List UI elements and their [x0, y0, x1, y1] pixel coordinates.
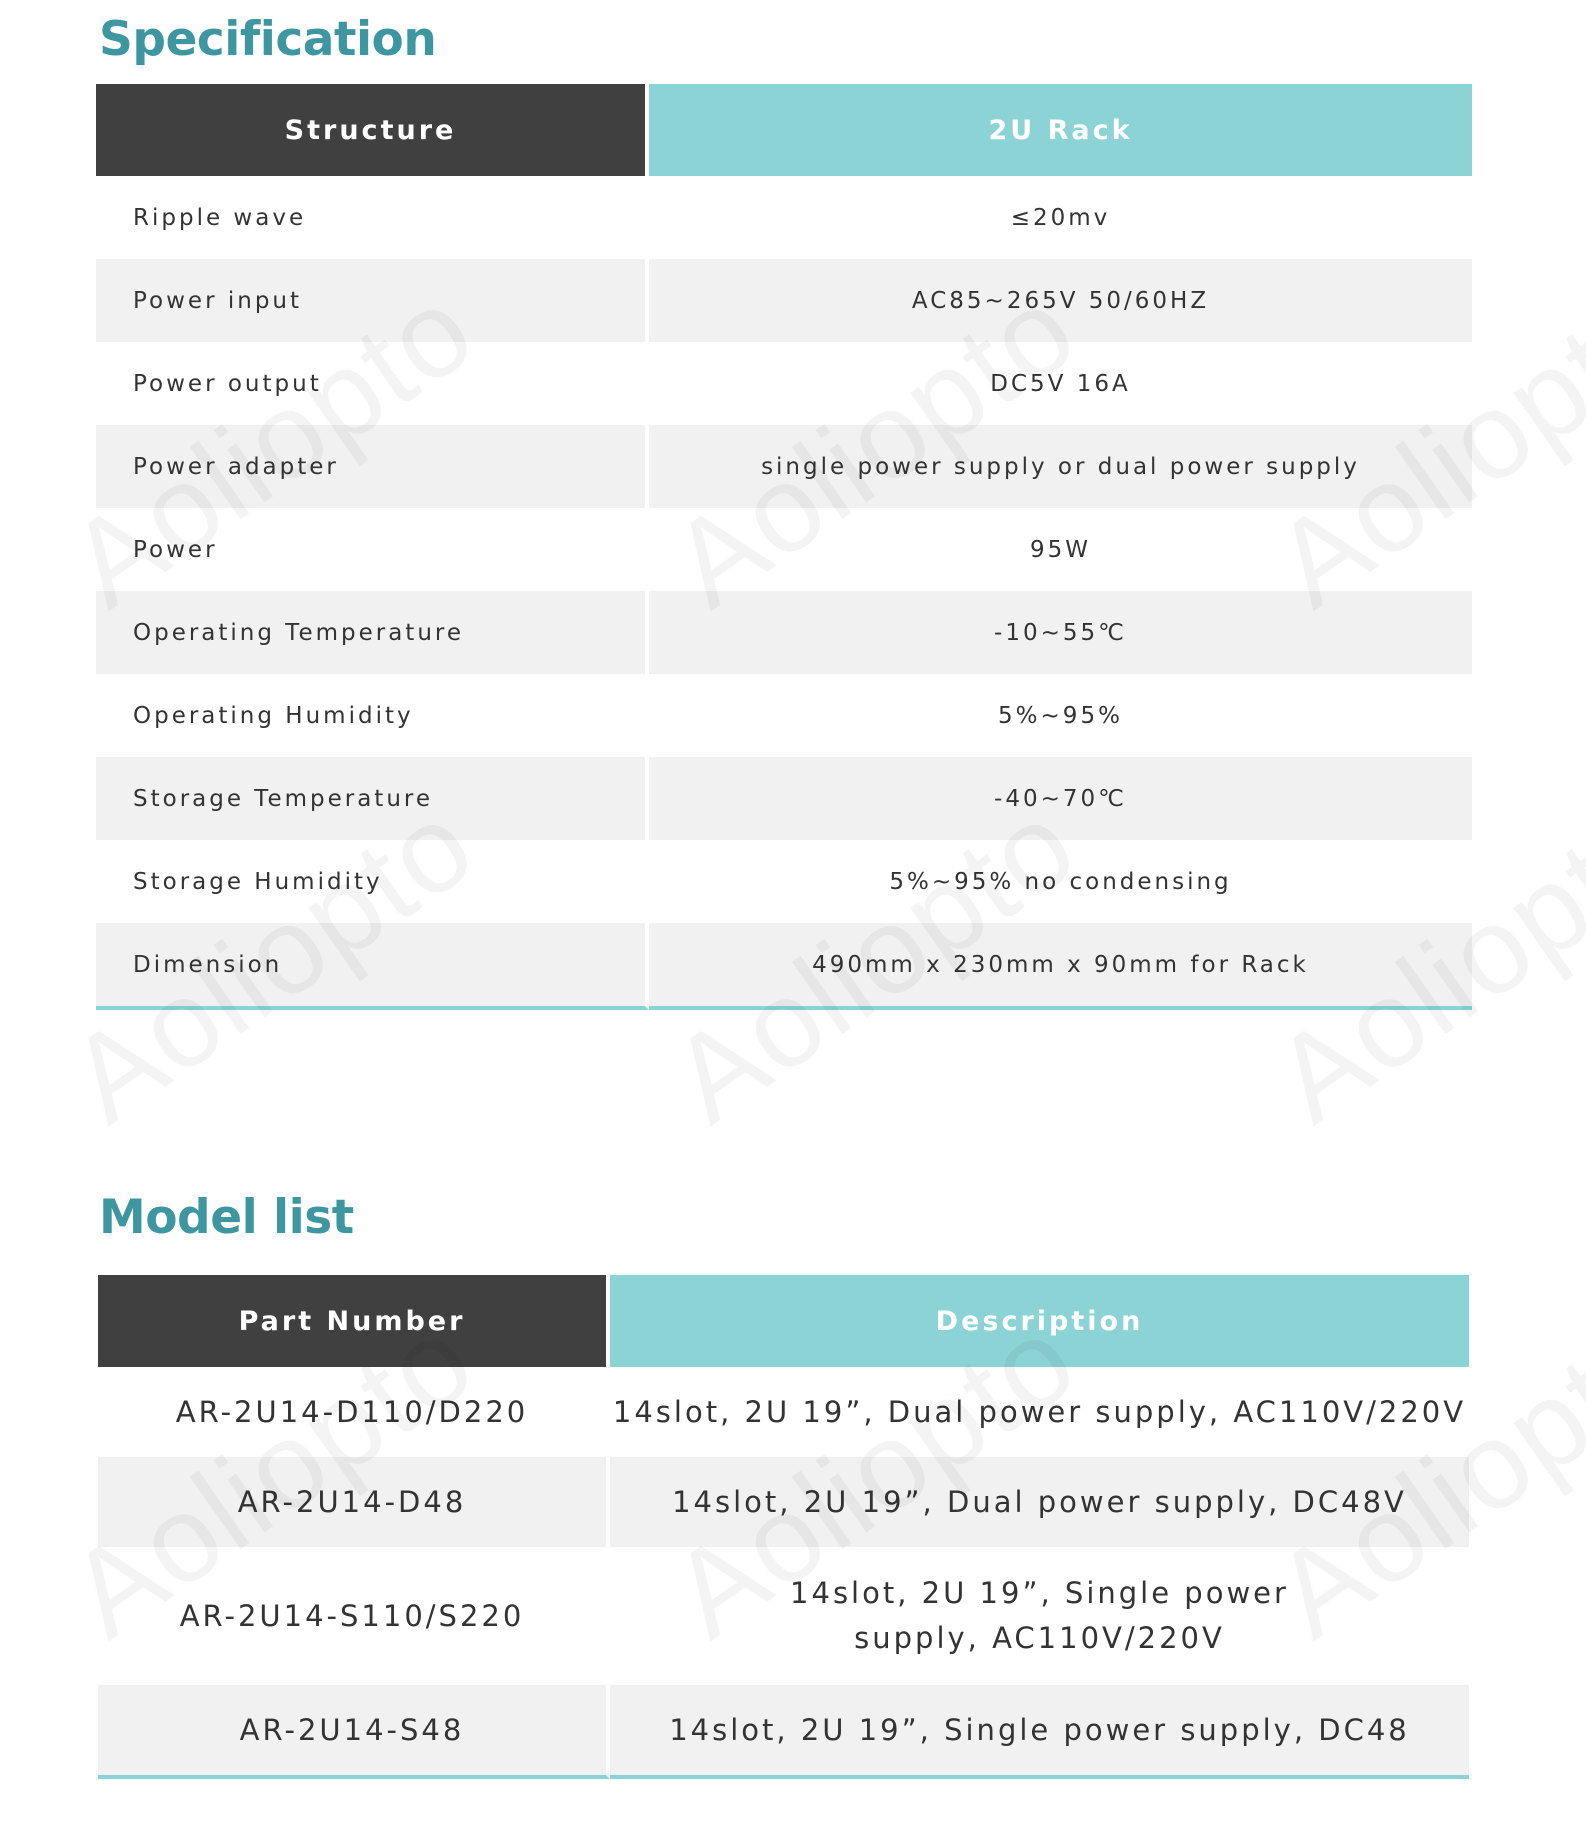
spec-value: single power supply or dual power supply [649, 425, 1472, 508]
table-row [96, 176, 1472, 259]
part-number-cell: AR-2U14-D48 [98, 1457, 610, 1547]
description-cell: 14slot, 2U 19”, Single power supply, AC110V/220V [790, 1576, 1289, 1655]
model-list-table [98, 1275, 1469, 1779]
spec-label: Storage Humidity [96, 840, 649, 923]
part-number-cell: AR-2U14-S48 [98, 1685, 610, 1779]
description-cell: 14slot, 2U 19”, Dual power supply, AC110V/220V [612, 1394, 1467, 1429]
table-row [98, 1547, 1469, 1685]
table-row [96, 425, 1472, 508]
spec-label: Power input [96, 259, 649, 342]
table-header-row [96, 84, 1472, 176]
model-list-title: Model list [99, 1190, 354, 1245]
header-structure: Structure [96, 84, 649, 176]
table-row [96, 591, 1472, 674]
spec-label: Power adapter [96, 425, 649, 508]
description-cell: 14slot, 2U 19”, Dual power supply, DC48V [610, 1457, 1469, 1547]
table-row [96, 923, 1472, 1010]
spec-value: 5%~95% no condensing [889, 868, 1232, 895]
spec-value: -10~55℃ [649, 591, 1472, 674]
specification-title: Specification [99, 12, 437, 67]
table-row [96, 840, 1472, 923]
part-number-cell: AR-2U14-D110/D220 [98, 1367, 610, 1457]
table-row [98, 1367, 1469, 1457]
spec-value: -40~70℃ [649, 757, 1472, 840]
table-row [98, 1457, 1469, 1547]
part-number-cell: AR-2U14-S110/S220 [98, 1547, 610, 1685]
spec-label: Operating Temperature [96, 591, 649, 674]
header-2u-rack: 2U Rack [649, 84, 1472, 176]
table-header-row [98, 1275, 1469, 1367]
table-row [96, 674, 1472, 757]
spec-value: AC85~265V 50/60HZ [649, 259, 1472, 342]
spec-label: Power [96, 508, 649, 591]
spec-value: 95W [1029, 536, 1091, 563]
spec-label: Dimension [96, 923, 649, 1010]
table-row [96, 757, 1472, 840]
description-cell: 14slot, 2U 19”, Single power supply, DC48 [610, 1685, 1469, 1779]
spec-value: 5%~95% [998, 702, 1123, 729]
spec-value: DC5V 16A [990, 370, 1131, 397]
spec-label: Power output [96, 342, 649, 425]
spec-label: Ripple wave [96, 176, 649, 259]
spec-label: Storage Temperature [96, 757, 649, 840]
table-row [96, 259, 1472, 342]
table-row [98, 1685, 1469, 1779]
specification-table [96, 84, 1472, 1010]
spec-label: Operating Humidity [96, 674, 649, 757]
header-description: Description [610, 1275, 1469, 1367]
spec-value: 490mm x 230mm x 90mm for Rack [649, 923, 1472, 1010]
header-part-number: Part Number [98, 1275, 610, 1367]
table-row [96, 508, 1472, 591]
table-row [96, 342, 1472, 425]
spec-value: ≤20mv [1010, 204, 1111, 231]
